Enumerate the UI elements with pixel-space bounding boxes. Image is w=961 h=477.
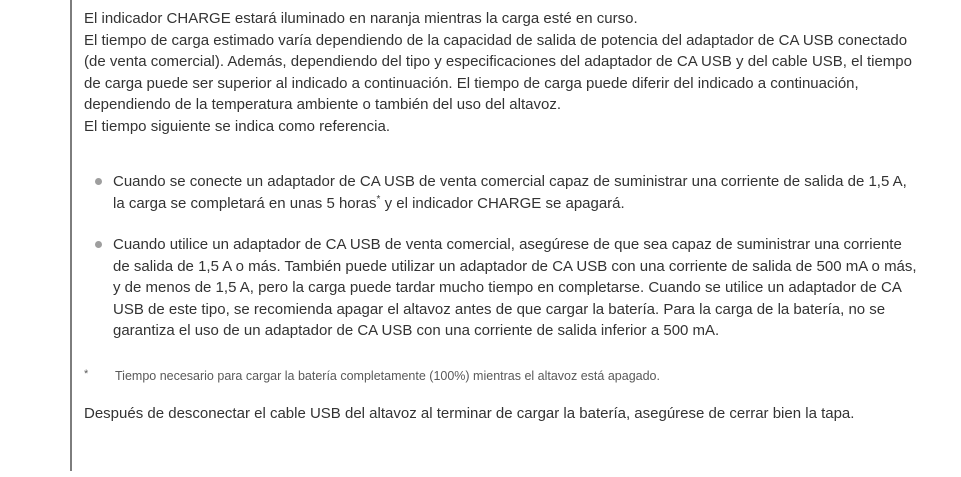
bullet-text-continuation: y el indicador CHARGE se apagará. [380,194,625,212]
closing-paragraph: Después de desconectar el cable USB del altavoz al terminar de cargar la batería, asegúrese de cerrar bien la tapa. [84,404,855,422]
footnote-asterisk-marker: * [84,367,89,380]
footnote-text: Tiempo necesario para cargar la batería completamente (100%) mientras el altavoz está apagado. [115,368,660,383]
bullet-text [113,171,922,214]
left-rule-divider [70,0,72,471]
list-item [84,171,922,214]
list-item [84,234,922,342]
bullet-icon [95,241,102,248]
intro-paragraph-reference: El tiempo siguiente se indica como referencia. [84,117,390,135]
footnote [84,368,922,385]
bullet-icon [95,178,102,185]
bullet-list [84,171,922,342]
bullet-text-main: Cuando se conecte un adaptador de CA USB de venta comercial capaz de suministrar una corriente de salida de 1,5 A, la carga se completará en unas 5 horas [113,173,907,212]
intro-paragraph-charge-time: El tiempo de carga estimado varía dependiendo de la capacidad de salida de potencia del adaptador de CA USB conectado (de venta comercial). Además, dependiendo del tipo y especificaciones del adaptador de CA USB y del cable USB, el tiempo de carga puede ser superior al indicado a continuación. El tiempo de carga puede diferir del indicado a continuación, dependiendo de la temperatura ambiente o también del uso del altavoz. [84,31,912,113]
intro-paragraph-charge-indicator: El indicador CHARGE estará iluminado en naranja mientras la carga esté en curso. [84,10,638,27]
intro-section [84,8,922,137]
footnote-reference-asterisk: * [376,193,381,205]
bullet-text [113,234,922,342]
bullet-text-main: Cuando utilice un adaptador de CA USB de venta comercial, asegúrese de que sea capaz de suministrar una corriente de salida de 1,5 A o más. También puede utilizar un adaptador de CA USB con una corriente de salida de 500 mA o más, y de menos de 1,5 A, pero la carga puede tardar mucho tiempo en completarse. Cuando se utilice un adaptador de CA USB de este tipo, se recomienda apagar el altavoz antes de que cargar la batería. Para la carga de la batería, no se garantiza el uso de un adaptador de CA USB con una corriente de salida inferior a 500 mA. [113,236,917,339]
